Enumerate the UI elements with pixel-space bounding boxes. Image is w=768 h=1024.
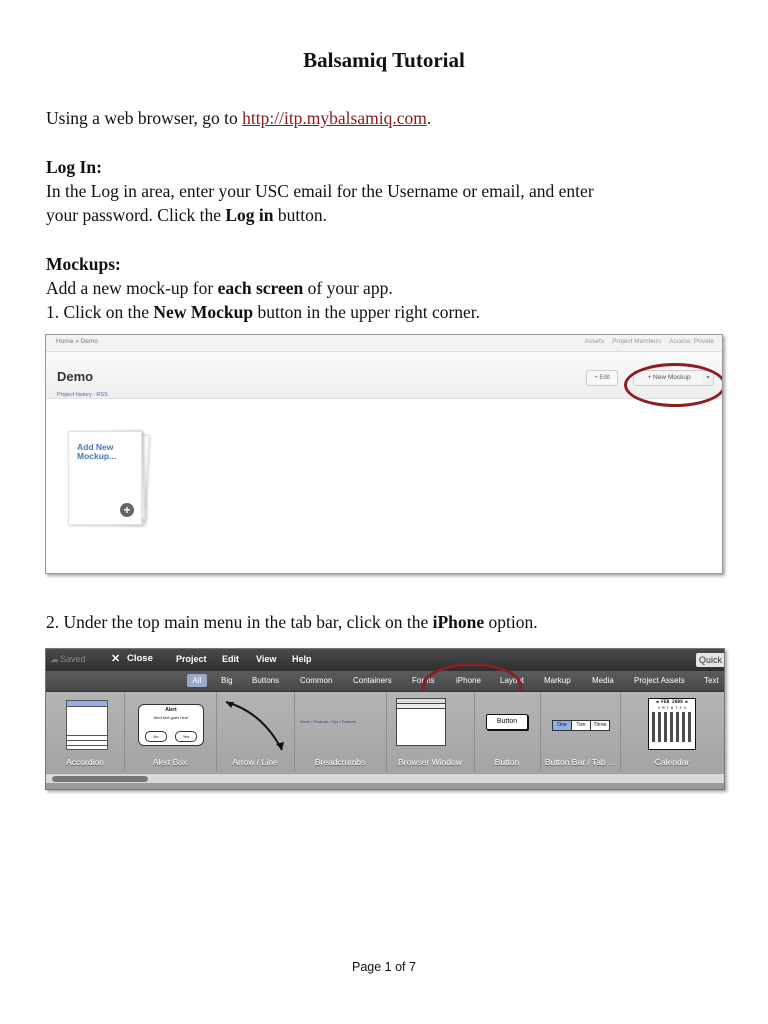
button-bar-thumbnail: One Two Three bbox=[552, 720, 610, 731]
component-label: Calendar bbox=[654, 757, 690, 767]
close-button[interactable]: Close bbox=[127, 653, 153, 664]
intro-suffix: . bbox=[426, 108, 432, 128]
calendar-thumbnail: ◀ FEB 2008 ▶ S M T W T F S bbox=[648, 698, 696, 750]
bottom-border bbox=[46, 783, 724, 789]
breadcrumbs-thumbnail: Home > Products > Xyz > Features bbox=[300, 720, 357, 724]
project-history-link[interactable]: Project history : RSS bbox=[57, 392, 108, 398]
arrow-thumbnail bbox=[222, 698, 288, 754]
project-header bbox=[46, 352, 722, 399]
menu-help[interactable]: Help bbox=[292, 654, 312, 664]
chevron-down-icon[interactable]: ▾ bbox=[703, 370, 714, 386]
mybalsamiq-link[interactable]: http://itp.mybalsamiq.com bbox=[242, 108, 427, 128]
highlight-circle bbox=[624, 363, 723, 407]
component-button-bar[interactable] bbox=[540, 692, 621, 772]
login-line-2: your password. Click the Log in button. bbox=[46, 205, 327, 225]
tab-markup[interactable]: Markup bbox=[544, 676, 571, 685]
iphone-bold: iPhone bbox=[432, 612, 485, 632]
tab-media[interactable]: Media bbox=[592, 676, 614, 685]
step-2-number: 2. bbox=[46, 612, 60, 632]
browser-window-thumbnail bbox=[396, 698, 446, 746]
page-footer: Page 1 of 7 bbox=[352, 960, 416, 974]
new-mockup-bold: New Mockup bbox=[153, 302, 254, 322]
menu-view[interactable]: View bbox=[256, 654, 277, 664]
menu-project[interactable]: Project bbox=[176, 654, 207, 664]
component-browser-window[interactable] bbox=[386, 692, 475, 772]
component-calendar[interactable] bbox=[620, 692, 724, 772]
screenshot-topbar bbox=[46, 335, 722, 352]
saved-status: Saved bbox=[60, 654, 86, 664]
edit-button[interactable]: + Edit bbox=[586, 370, 618, 386]
step-2: 2. Under the top main menu in the tab bar, click on the iPhone option. bbox=[46, 612, 538, 632]
add-new-mockup-label: Add New Mockup... bbox=[77, 442, 117, 461]
tab-forms[interactable]: Forms bbox=[412, 676, 435, 685]
quick-add-input[interactable]: Quick bbox=[696, 653, 725, 667]
tab-text[interactable]: Text bbox=[704, 676, 719, 685]
tab-buttons[interactable]: Buttons bbox=[252, 676, 280, 685]
mockups-line-1: Add a new mock-up for each screen of your app. bbox=[46, 278, 393, 298]
button-thumbnail: Button bbox=[486, 714, 528, 730]
tab-all[interactable]: All bbox=[187, 674, 207, 687]
component-arrow-line[interactable] bbox=[216, 692, 295, 772]
component-label: Alert Box bbox=[152, 757, 188, 767]
tab-big[interactable]: Big bbox=[221, 676, 233, 685]
breadcrumb[interactable]: Home » Demo bbox=[56, 338, 98, 345]
component-strip bbox=[46, 692, 724, 772]
new-mockup-button[interactable]: + New Mockup bbox=[633, 370, 705, 386]
tab-iphone[interactable]: iPhone bbox=[456, 676, 481, 685]
editor-screenshot bbox=[45, 648, 725, 790]
menu-edit[interactable]: Edit bbox=[222, 654, 239, 664]
component-label: Browser Window bbox=[398, 757, 462, 767]
close-icon[interactable]: ✕ bbox=[111, 653, 121, 665]
alert-thumbnail: Alert Alert text goes here No Yes bbox=[138, 704, 204, 746]
access-link[interactable]: Access: Private bbox=[669, 338, 714, 345]
component-alert-box[interactable] bbox=[124, 692, 217, 772]
top-links bbox=[585, 338, 714, 345]
component-label: Button bbox=[494, 757, 520, 767]
component-label: Accordion bbox=[66, 757, 104, 767]
component-accordion[interactable] bbox=[46, 692, 125, 772]
main-menubar bbox=[46, 649, 724, 671]
component-tab-bar bbox=[46, 671, 724, 692]
tab-common[interactable]: Common bbox=[300, 676, 333, 685]
component-breadcrumbs[interactable] bbox=[294, 692, 387, 772]
tab-project-assets[interactable]: Project Assets bbox=[634, 676, 685, 685]
calendar-grid bbox=[652, 712, 692, 742]
project-members-link[interactable]: Project Members bbox=[612, 338, 662, 345]
each-screen-bold: each screen bbox=[217, 278, 304, 298]
login-bold: Log in bbox=[225, 205, 274, 225]
accordion-thumbnail bbox=[66, 700, 108, 750]
page-title: Balsamiq Tutorial bbox=[303, 48, 465, 72]
intro-paragraph bbox=[46, 106, 736, 130]
scrollbar-thumb[interactable] bbox=[52, 776, 148, 782]
login-line-1: In the Log in area, enter your USC email for the Username or email, and enter bbox=[46, 181, 594, 201]
tab-containers[interactable]: Containers bbox=[353, 676, 392, 685]
component-label: Button Bar / Tab ... bbox=[544, 757, 616, 767]
component-label: Arrow / Line bbox=[232, 757, 278, 767]
step-1-number: 1. bbox=[46, 302, 60, 322]
plus-icon[interactable]: + bbox=[120, 503, 134, 517]
tab-layout[interactable]: Layout bbox=[500, 676, 525, 685]
mockups-heading: Mockups: bbox=[46, 254, 121, 274]
assets-link[interactable]: Assets bbox=[584, 338, 605, 345]
login-heading: Log In: bbox=[46, 157, 102, 177]
intro-text: Using a web browser, go to bbox=[46, 108, 243, 128]
component-button[interactable] bbox=[474, 692, 541, 772]
component-label: Breadcrumbs bbox=[314, 757, 366, 767]
project-screenshot bbox=[45, 334, 723, 574]
step-1: 1. Click on the New Mockup button in the upper right corner. bbox=[46, 302, 481, 322]
project-title: Demo bbox=[57, 369, 94, 384]
cloud-icon: ☁ bbox=[50, 654, 59, 664]
